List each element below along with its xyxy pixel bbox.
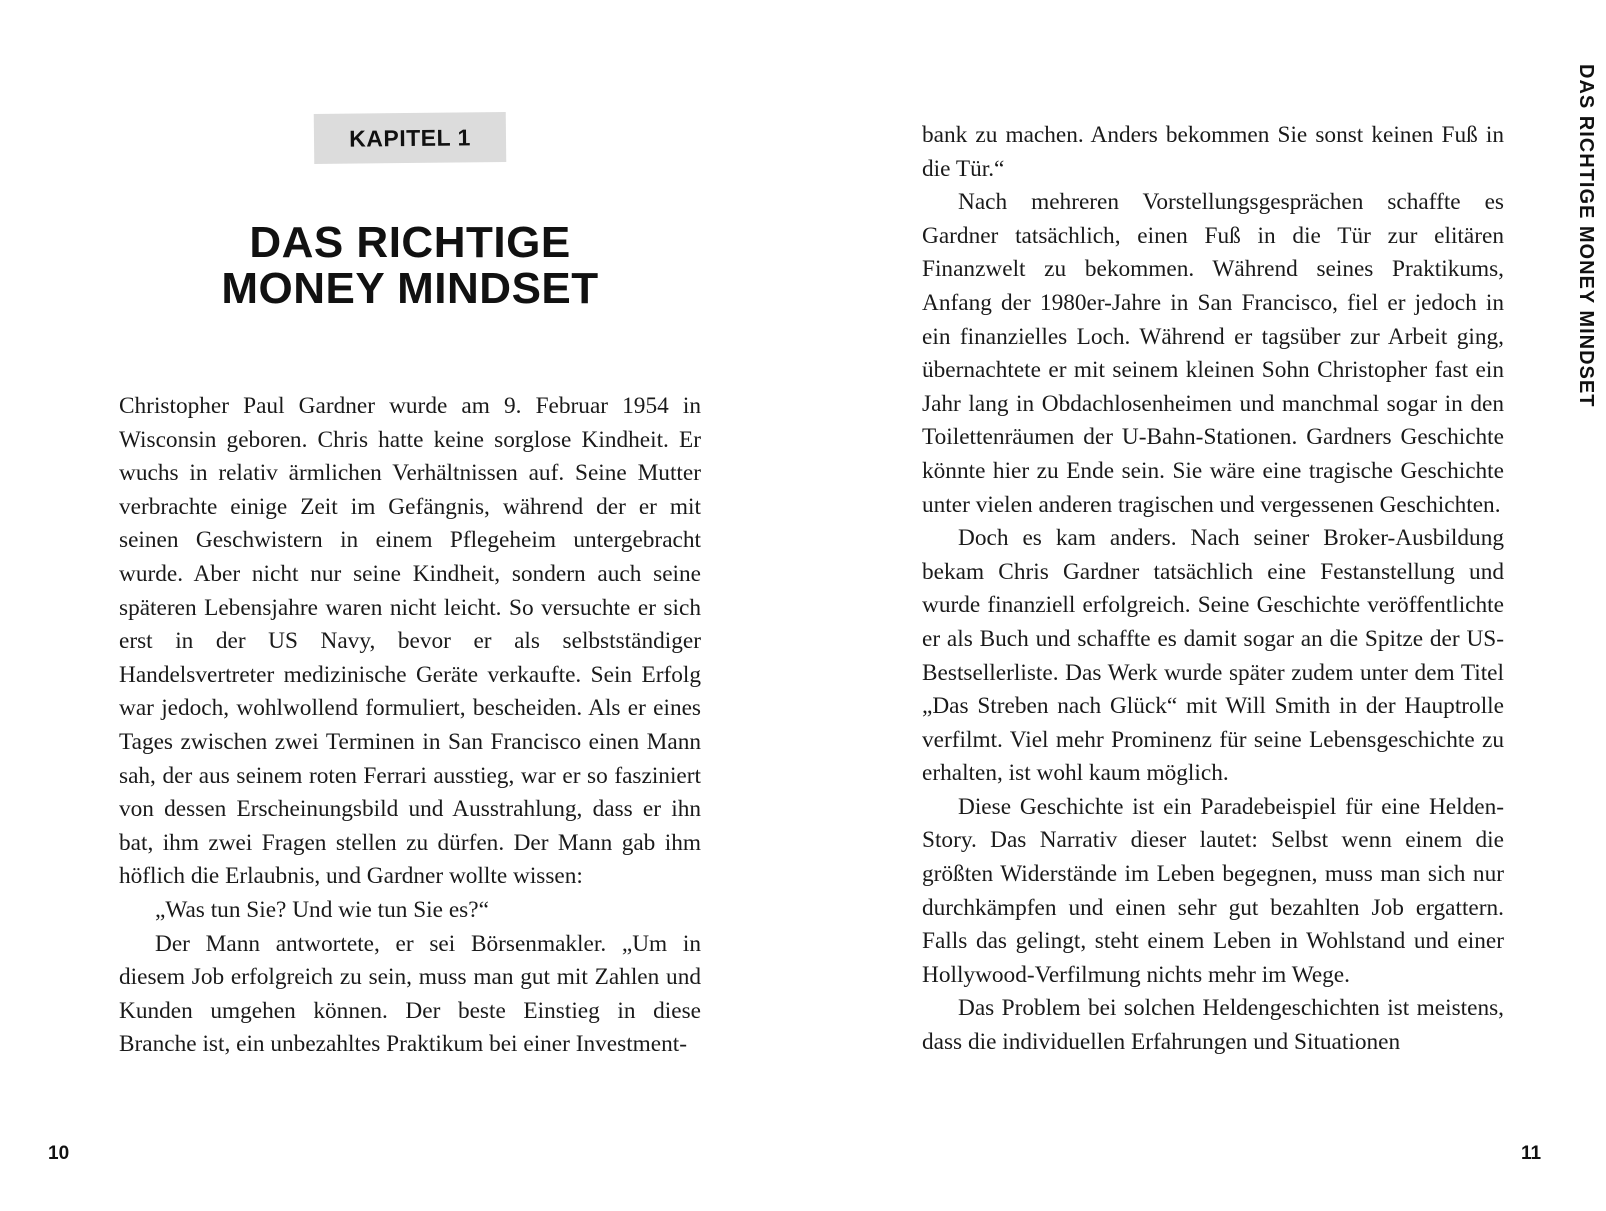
paragraph: Christopher Paul Gardner wurde am 9. Februar 1954 in Wisconsin geboren. Chris hatte keine sorglose Kindheit. Er wuchs in relativ ärmlichen Verhältnissen auf. Seine Mutter verbrachte einige Zeit im Gefängnis, während der er mit seinen Geschwistern in einem Pflegeheim untergebracht wurde. Aber nicht nur seine Kindheit, sondern auch seine späteren Lebensjahre waren nicht leicht. So versuchte er sich erst in der US Navy, bevor er als selbstständiger Handelsvertreter medizinische Geräte verkaufte. Sein Erfolg war jedoch, wohlwollend formuliert, bescheiden. Als er eines Tages zwischen zwei Terminen in San Francisco einen Mann sah, der aus seinem roten Ferrari ausstieg, war er so fasziniert von dessen Erscheinungsbild und Ausstrahlung, dass er ihn bat, ihm zwei Fragen stellen zu dürfen. Der Mann gab ihm höflich die Erlaubnis, und Gardner wollte wissen: <box>119 393 701 890</box>
page-number-right: 11 <box>1521 1143 1542 1164</box>
left-body-text <box>119 390 701 1062</box>
chapter-title-line-2: MONEY MINDSET <box>221 264 599 313</box>
right-page <box>803 0 1606 1211</box>
running-header: DAS RICHTIGE MONEY MINDSET <box>1575 64 1597 408</box>
paragraph: Der Mann antwortete, er sei Börsenmakler. „Um in diesem Job erfolgreich zu sein, muss man gut mit Zahlen und Kunden umgehen können. Der beste Einstieg in diese Branche ist, ein unbezahltes Praktikum bei einer Investment- <box>119 930 701 1058</box>
chapter-title-line-1: DAS RICHTIGE <box>249 218 571 267</box>
chapter-title <box>150 220 670 312</box>
paragraph: Nach mehreren Vorstellungsgesprächen schaffte es Gardner tatsächlich, einen Fuß in die Tür zur elitären Finanzwelt zu bekommen. Während seines Praktikums, Anfang der 1980er-Jahre in San Francisco, fiel er jedoch in ein finanzielles Loch. Während er tagsüber zur Arbeit ging, übernachtete er mit seinem kleinen Sohn Christopher fast ein Jahr lang in Obdachlosenheimen und manchmal sogar in den Toilettenräumen der U-Bahn-Stationen. Gardners Geschichte könnte hier zu Ende sein. Sie wäre eine tragische Geschichte unter vielen anderen tragischen und vergessenen Geschichten. <box>922 189 1504 518</box>
paragraph: Doch es kam anders. Nach seiner Broker-Ausbildung bekam Chris Gardner tatsächlich eine Festanstellung und wurde finanziell erfolgreich. Seine Geschichte veröffentlichte er als Buch und schaffte es damit sogar an die Spitze der US-Bestsellerliste. Das Werk wurde später zudem unter dem Titel „Das Streben nach Glück“ mit Will Smith in der Hauptrolle verfilmt. Viel mehr Prominenz für seine Lebensgeschichte zu erhalten, ist wohl kaum möglich. <box>922 525 1504 787</box>
paragraph: bank zu machen. Anders bekommen Sie sonst keinen Fuß in die Tür.“ <box>922 122 1504 182</box>
paragraph: Diese Geschichte ist ein Paradebeispiel für eine Helden-Story. Das Narrativ dieser lautet: Selbst wenn einem die größten Widerstände im Leben begegnen, muss man sich nur durchkämpfen und einen sehr gut bezahlten Job ergattern. Falls das gelingt, steht einem Leben in Wohlstand und einer Hollywood-Verfilmung nichts mehr im Wege. <box>922 793 1504 988</box>
right-body-text <box>922 119 1504 1060</box>
paragraph: Das Problem bei solchen Heldengeschichten ist meistens, dass die individuellen Erfahrungen und Situationen <box>922 995 1504 1056</box>
paragraph: „Was tun Sie? Und wie tun Sie es?“ <box>155 896 489 923</box>
chapter-label: KAPITEL 1 <box>314 112 507 164</box>
page-number-left: 10 <box>48 1143 70 1164</box>
